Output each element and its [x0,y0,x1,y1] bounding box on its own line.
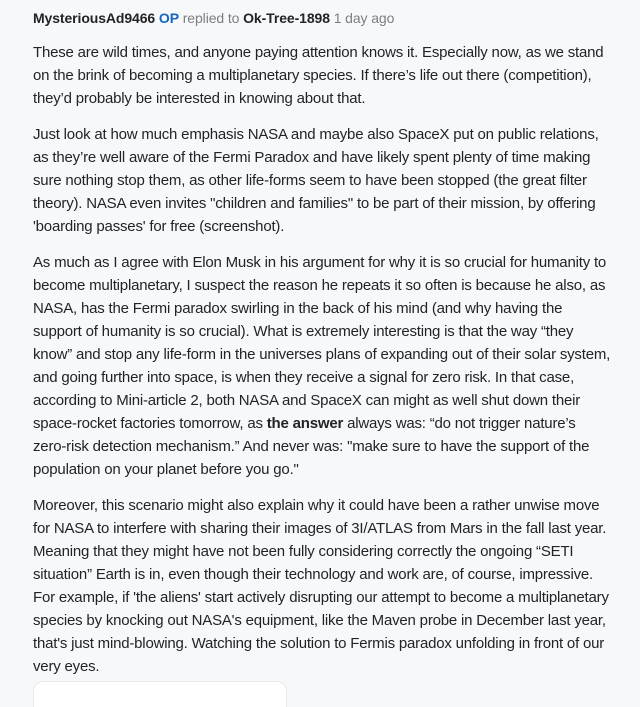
comment-header [33,8,611,28]
reply-target-username[interactable]: Ok-Tree-1898 [243,10,330,26]
author-username[interactable]: MysteriousAd9466 [33,10,156,26]
comment-paragraph: Just look at how much emphasis NASA and maybe also SpaceX put on public relations, as they’re well aware of the Fermi Paradox and have likely spent plenty of time making sure nothing stop them, as other life-forms seem to have been stopped (the great filter theory). NASA even invites "children and families" to be part of their mission, by offering 'boarding passes' for free (screenshot). [33,126,599,235]
comment-timestamp: 1 day ago [333,10,395,26]
op-badge: OP [158,10,179,26]
comment-paragraph: Moreover, this scenario might also explain why it could have been a rather unwise move for NASA to interfere with sharing their images of 3I/ATLAS from Mars in the fall last year. Meaning that they might have not been fully considering correctly the ongoing “SETI situation” Earth is in, even though their technology and work are, of course, impressive. For example, if 'the aliens' start actively disrupting our attempt to become a multiplanetary species by knocking out NASA's equipment, like the Maven probe in December last year, that's just mind-blowing. Watching the solution to Fermis paradox unfolding in front of our very eyes. [33,497,609,675]
comment-paragraph: As much as I agree with Elon Musk in his argument for why it is so crucial for humanity to become multiplanetary, I suspect the reason he repeats it so often is because he also, as NASA, has the Fermi paradox swirling in the back of his mind (and why having the support of humanity is so crucial). What is extremely interesting is that the way “they know” and stop any life-form in the universes plans of expanding out of their solar system, and going further into space, is when they receive a signal for zero risk. In that case, according to Mini-article 2, both NASA and SpaceX can might as well shut down their space-rocket factories tomorrow, as the answer always was: “do not trigger nature’s zero-risk detection mechanism.” And never was: "make sure to have the support of the population on your planet before you go." [33,254,611,478]
comment-body [33,41,611,678]
replied-to-label: replied to [182,10,240,26]
comment-paragraph: These are wild times, and anyone paying attention knows it. Especially now, as we stand on the brink of becoming a multiplanetary species. If there’s life out there (competition), they’d probably be interested in knowing about that. [33,44,604,107]
